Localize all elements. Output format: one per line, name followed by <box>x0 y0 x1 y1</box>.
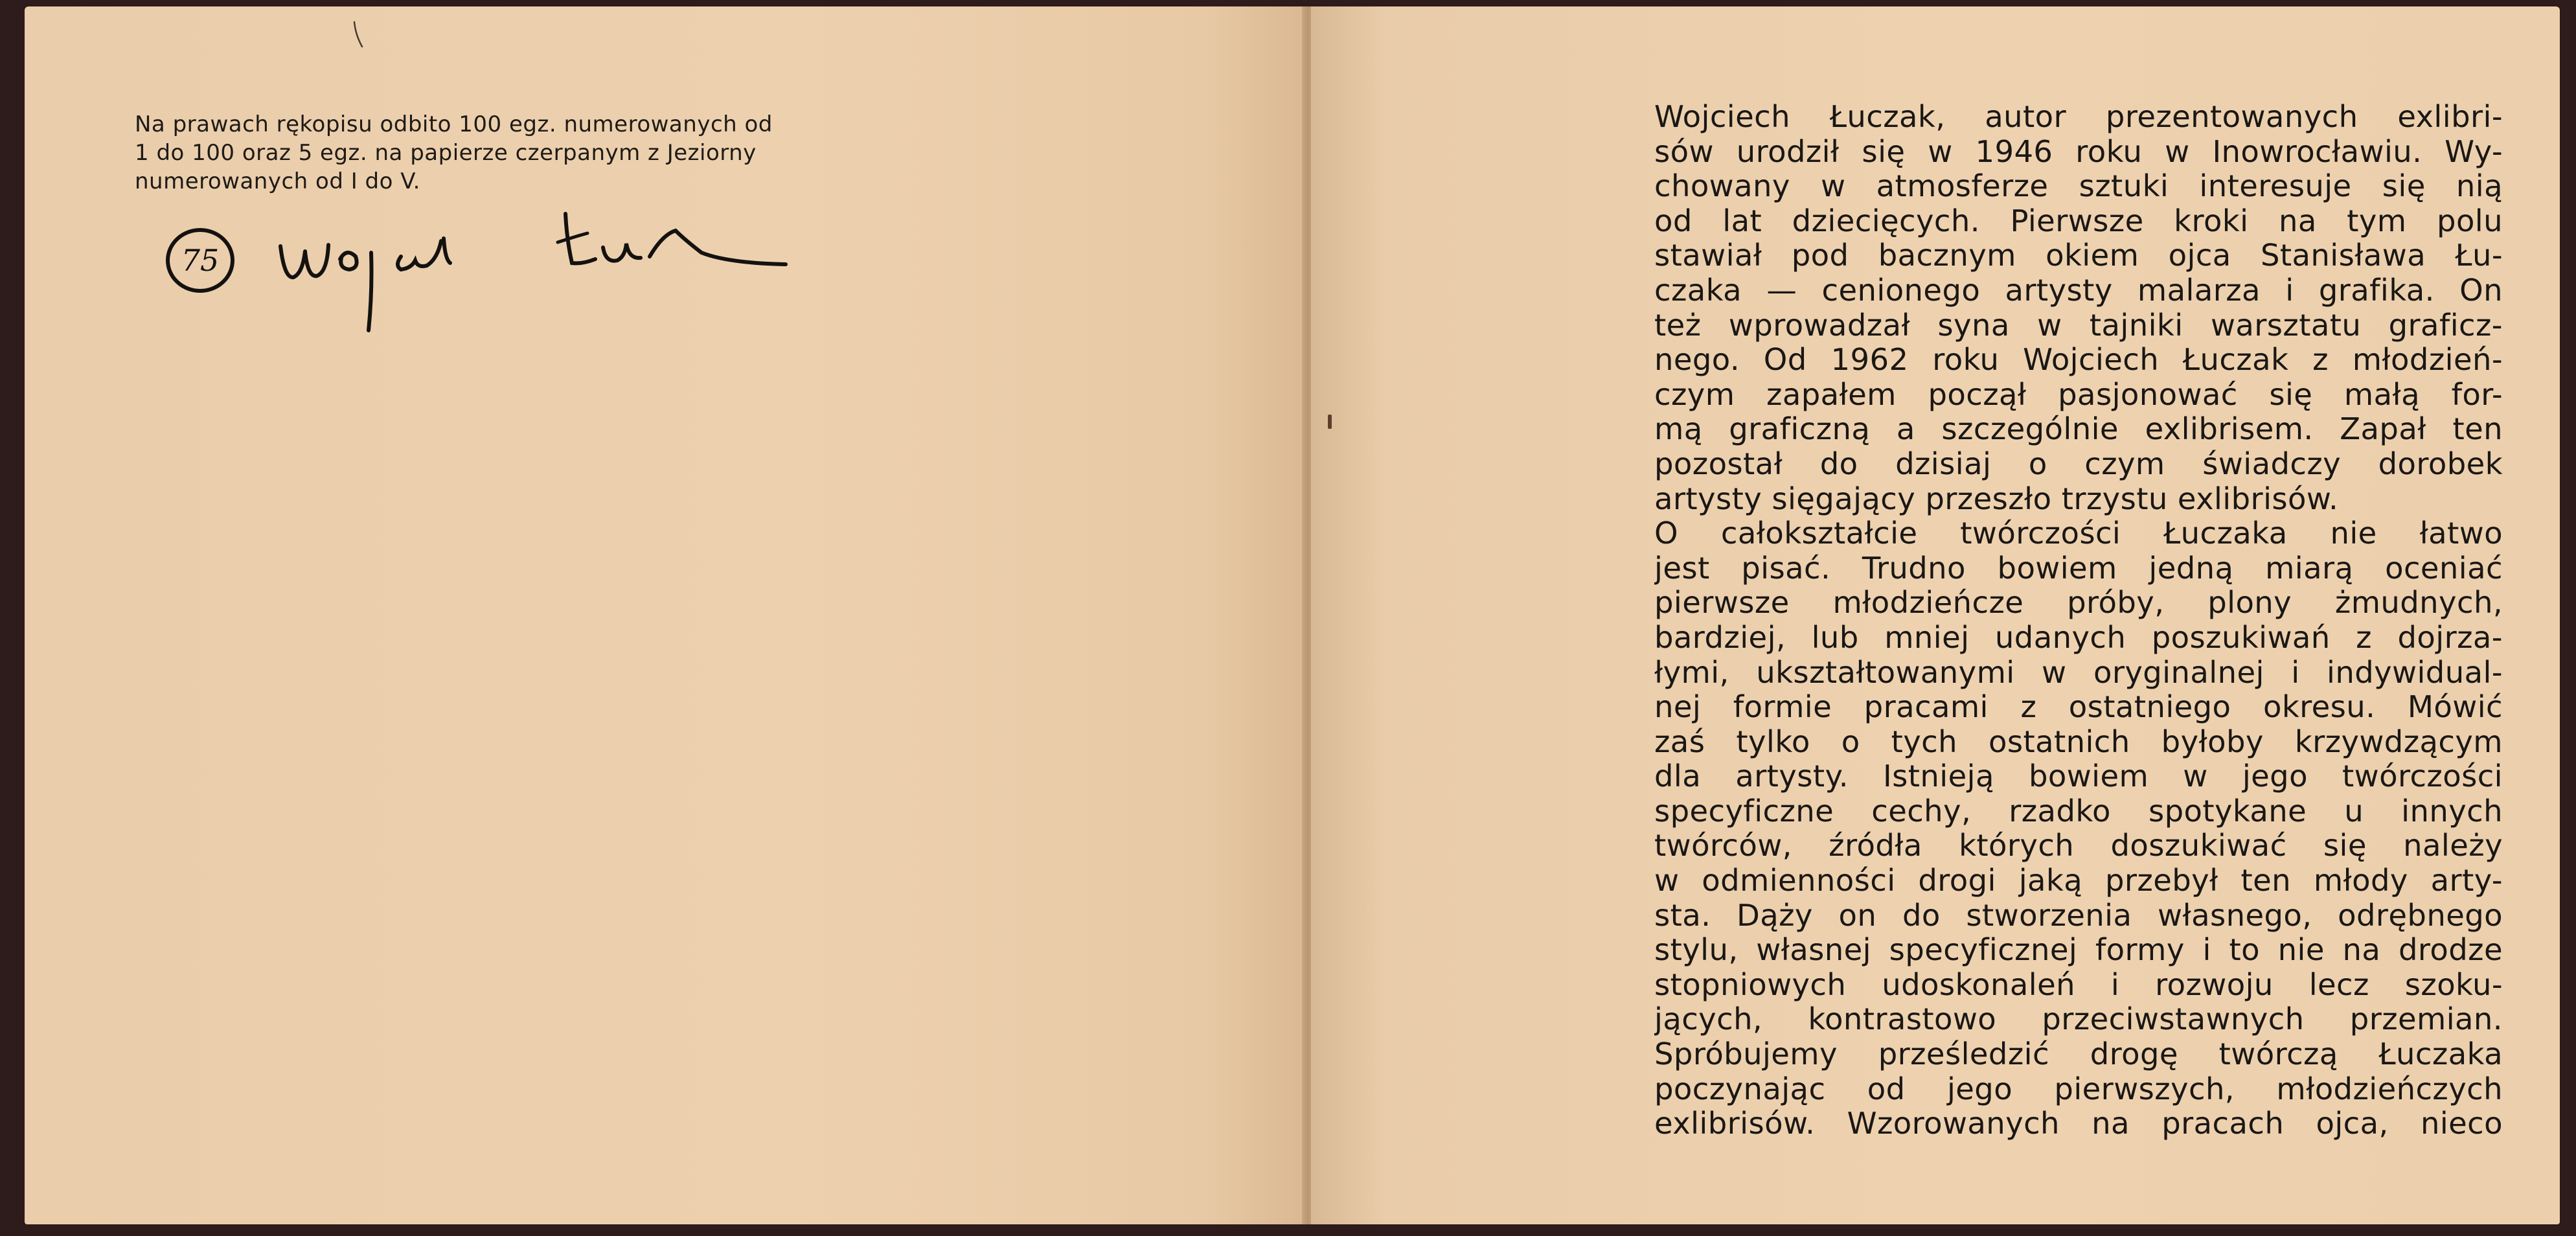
text-line: mą graficzną a szczególnie exlibrisem. Zapał ten <box>1654 412 2503 447</box>
text-line: nego. Od 1962 roku Wojciech Łuczak z młodzień- <box>1654 343 2503 378</box>
left-page <box>25 6 1307 1224</box>
handwritten-signature <box>274 201 805 337</box>
text-line: O całokształcie twórczości Łuczaka nie łatwo <box>1654 516 2503 551</box>
colophon-line: 1 do 100 oraz 5 egz. na papierze czerpanym z Jeziorny <box>135 140 757 166</box>
text-line: sta. Dąży on do stworzenia własnego, odrębnego <box>1654 898 2503 933</box>
binding-thread-mark <box>1328 415 1332 429</box>
text-line: też wprowadzał syna w tajniki warsztatu graficz- <box>1654 308 2503 343</box>
colophon-line: numerowanych od I do V. <box>135 168 420 194</box>
copy-number: 75 <box>181 243 220 278</box>
colophon-line: Na prawach rękopisu odbito 100 egz. numerowanych od <box>135 111 773 137</box>
text-line: chowany w atmosferze sztuki interesuje się nią <box>1654 169 2503 204</box>
text-line: pierwsze młodzieńcze próby, plony żmudnych, <box>1654 586 2503 621</box>
text-line: bardziej, lub mniej udanych poszukiwań z dojrza- <box>1654 620 2503 655</box>
text-line: poczynając od jego pierwszych, młodzieńczych <box>1654 1071 2503 1106</box>
text-line: jest pisać. Trudno bowiem jedną miarą oceniać <box>1654 551 2503 586</box>
text-line: stawiał pod bacznym okiem ojca Stanisława Łu- <box>1654 238 2503 273</box>
text-line: dla artysty. Istnieją bowiem w jego twórczości <box>1654 759 2503 794</box>
text-line: stylu, własnej specyficznej formy i to nie na drodze <box>1654 933 2503 968</box>
colophon <box>135 110 1003 196</box>
text-line: sów urodził się w 1946 roku w Inowrocławiu. Wy- <box>1654 134 2503 169</box>
text-line: Spróbujemy prześledzić drogę twórczą Łuczaka <box>1654 1037 2503 1072</box>
text-line: łymi, ukształtowanymi w oryginalnej i indywidual- <box>1654 655 2503 690</box>
text-line: zaś tylko o tych ostatnich byłoby krzywdzącym <box>1654 724 2503 759</box>
text-line: stopniowych udoskonaleń i rozwoju lecz szoku- <box>1654 967 2503 1002</box>
text-line: jących, kontrastowo przeciwstawnych przemian. <box>1654 1002 2503 1037</box>
text-line: specyficzne cechy, rzadko spotykane u innych <box>1654 794 2503 829</box>
pencil-tick-mark <box>352 21 365 51</box>
text-line: pozostał do dzisiaj o czym świadczy dorobek <box>1654 446 2503 481</box>
right-page <box>1311 6 2560 1224</box>
text-line: Wojciech Łuczak, autor prezentowanych exlibri- <box>1654 100 2503 134</box>
text-line: od lat dziecięcych. Pierwsze kroki na tym polu <box>1654 203 2503 238</box>
text-line: artysty sięgający przeszło trzystu exlibrisów. <box>1654 481 2339 516</box>
text-line: twórców, źródła których doszukiwać się należy <box>1654 829 2503 864</box>
text-line: exlibrisów. Wzorowanych na pracach ojca, nieco <box>1654 1106 2503 1141</box>
text-line: czaka — cenionego artysty malarza i grafika. On <box>1654 273 2503 308</box>
text-line: nej formie pracami z ostatniego okresu. Mówić <box>1654 690 2503 725</box>
copy-number-circle <box>164 227 236 294</box>
text-line: czym zapałem począł pasjonować się małą for- <box>1654 377 2503 412</box>
text-line: w odmienności drogi jaką przebył ten młody arty- <box>1654 864 2503 898</box>
body-text <box>1654 100 2503 1141</box>
